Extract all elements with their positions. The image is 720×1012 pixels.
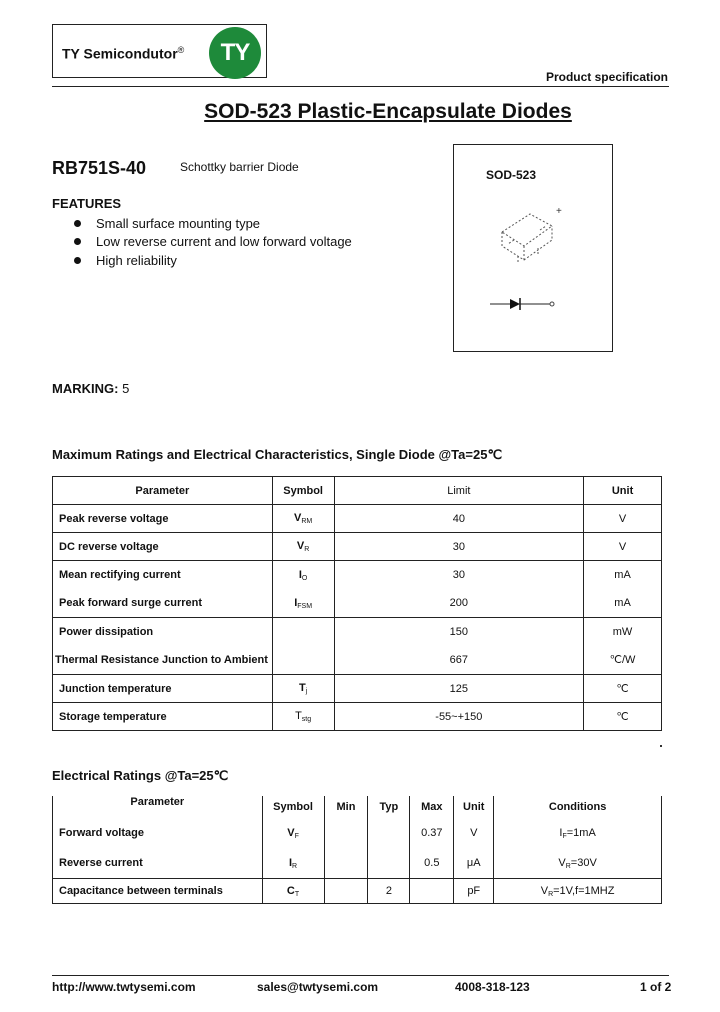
footer-email[interactable]: sales@twtysemi.com bbox=[257, 980, 379, 994]
table-row: Storage temperature $T_{stg}$ -55~+150 ℃ bbox=[53, 703, 662, 731]
table-row: Peak reverse voltage $V_{RM}$ 40 V bbox=[53, 505, 662, 533]
max-ratings-heading: Maximum Ratings and Electrical Characteristics, Single Diode @Ta=25℃ bbox=[52, 447, 503, 462]
marking: MARKING: 5 bbox=[52, 381, 130, 396]
electrical-table bbox=[52, 796, 662, 904]
footer-divider bbox=[52, 975, 669, 976]
bullet-icon bbox=[74, 220, 81, 227]
feature-item: Low reverse current and low forward voltage bbox=[74, 234, 352, 249]
max-ratings-table bbox=[52, 476, 662, 731]
table-row: Junction temperature $T_j$ 125 ℃ bbox=[53, 675, 662, 703]
header-divider bbox=[52, 86, 669, 87]
table-row-group: Power dissipation Thermal Resistance Junction to Ambient 150 667 mW ℃/W bbox=[53, 618, 662, 675]
footer-website[interactable]: http://www.twtysemi.com bbox=[52, 980, 196, 994]
package-body-outline bbox=[502, 214, 552, 246]
package-drawing bbox=[490, 200, 580, 320]
page-title: SOD-523 Plastic-Encapsulate Diodes bbox=[204, 100, 572, 123]
footer-phone: 4008-318-123 bbox=[455, 980, 530, 994]
table-row: DC reverse voltage $V_R$ 30 V bbox=[53, 533, 662, 561]
table-row-group: Mean rectifying current Peak forward surge current $I_O$ $I_{FSM}$ 30 200 mA mA bbox=[53, 561, 662, 618]
diode-symbol-icon bbox=[490, 298, 554, 310]
table-row: Capacitance between terminals $C_T$ 2 pF $V_R=1V,f=1MHZ$ bbox=[53, 879, 662, 904]
part-description: Schottky barrier Diode bbox=[180, 160, 299, 174]
bullet-icon bbox=[74, 257, 81, 264]
feature-item: High reliability bbox=[74, 253, 177, 268]
table-header-row: Parameter Symbol Limit Unit bbox=[53, 477, 662, 505]
company-logo: TY bbox=[209, 27, 261, 79]
page-number: 1 of 2 bbox=[640, 980, 672, 994]
table-row: Forward voltage $V_F$ 0.37 V $I_F=1mA$ bbox=[53, 818, 662, 848]
bullet-icon bbox=[74, 238, 81, 245]
features-heading: FEATURES bbox=[52, 196, 122, 211]
stray-mark bbox=[660, 745, 662, 747]
doc-type-label: Product specification bbox=[545, 70, 668, 84]
pin-plus-label: + bbox=[556, 206, 562, 217]
part-number: RB751S-40 bbox=[52, 158, 147, 178]
feature-item: Small surface mounting type bbox=[74, 216, 260, 231]
table-header-row: Parameter Symbol Min Typ Max Unit Conditions bbox=[53, 796, 662, 818]
company-name: TY Semicondutor® bbox=[62, 45, 185, 62]
table-row: Reverse current $I_R$ 0.5 μA $V_R=30V$ bbox=[53, 848, 662, 879]
package-label: SOD-523 bbox=[486, 168, 537, 182]
electrical-heading: Electrical Ratings @Ta=25℃ bbox=[52, 768, 229, 783]
